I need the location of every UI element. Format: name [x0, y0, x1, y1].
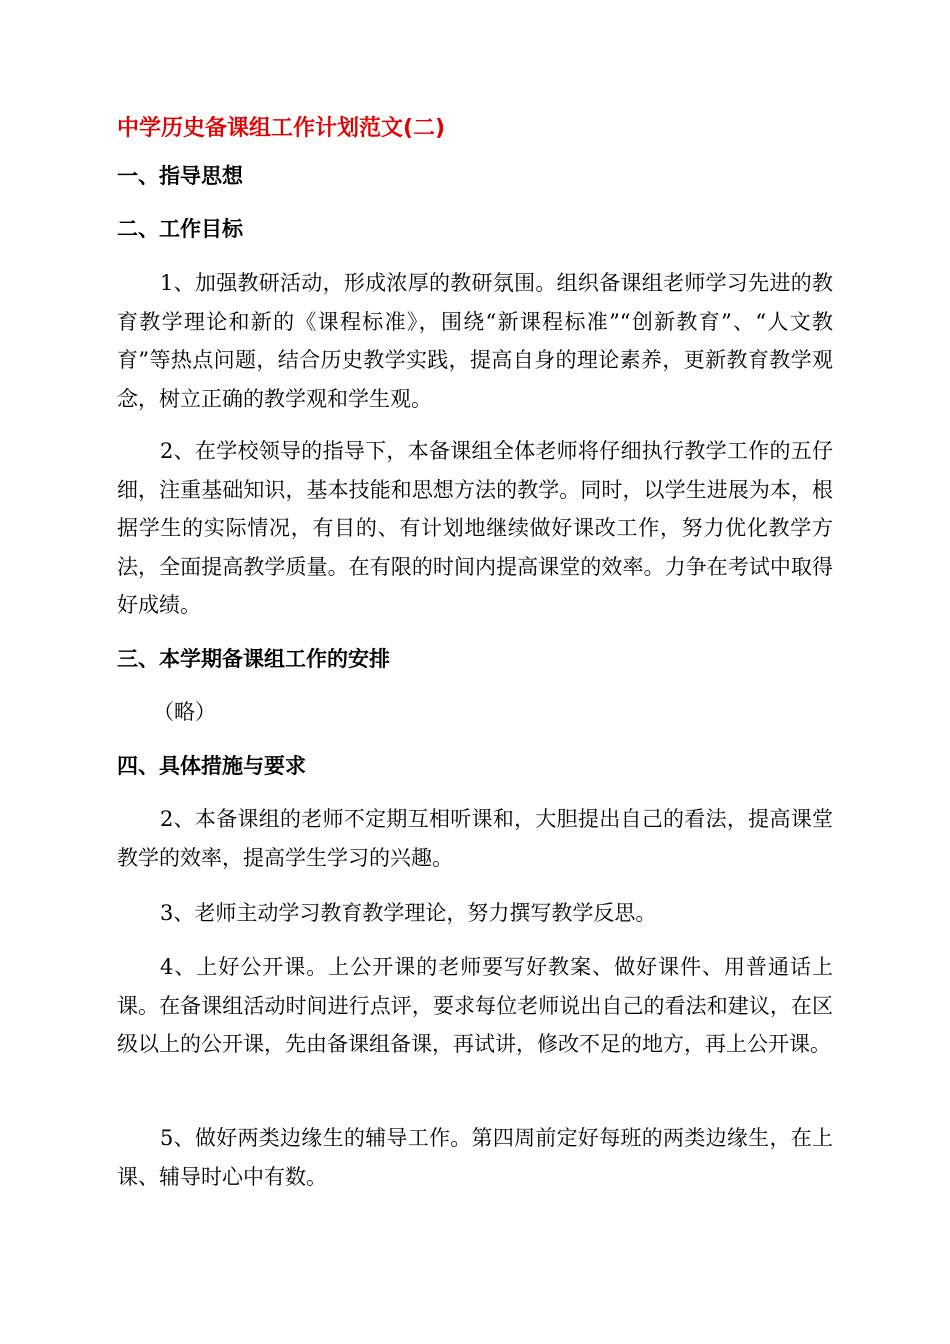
paragraph-measure-5: 5、做好两类边缘生的辅导工作。第四周前定好每班的两类边缘生，在上课、辅导时心中有数。: [117, 1126, 833, 1189]
paragraph-measure-4: 4、上好公开课。上公开课的老师要写好教案、做好课件、用普通话上课。在备课组活动时间进行点评，要求每位老师说出自己的看法和建议，在区级以上的公开课，先由备课组备课，再试讲，修改不足的地方，再上公开课。: [117, 955, 833, 1056]
section-heading-work-goals: 二、工作目标: [117, 217, 243, 241]
paragraph-goal-2: 2、在学校领导的指导下，本备课组全体老师将仔细执行教学工作的五仔细，注重基础知识，基本技能和思想方法的教学。同时，以学生进展为本，根据学生的实际情况，有目的、有计划地继续做好课改工作，努力优化教学方法，全面提高教学质量。在有限的时间内提高课堂的效率。力争在考试中取得好成绩。: [117, 439, 833, 617]
paragraph-measure-3: 3、老师主动学习教育教学理论，努力撰写教学反思。: [160, 901, 657, 925]
paragraph-measure-2: 2、本备课组的老师不定期互相听课和，大胆提出自己的看法，提高课堂教学的效率，提高学生学习的兴趣。: [117, 807, 833, 870]
document-title: 中学历史备课组工作计划范文(二): [117, 116, 446, 141]
section-heading-guiding-ideology: 一、指导思想: [117, 164, 243, 188]
paragraph-goal-1: 1、加强教研活动，形成浓厚的教研氛围。组织备课组老师学习先进的教育教学理论和新的《课程标准》，围绕“新课程标准”“创新教育”、“人文教育”等热点问题，结合历史教学实践，提高自身的理论素养，更新教育教学观念，树立正确的教学观和学生观。: [117, 271, 833, 411]
section-heading-semester-arrangement: 三、本学期备课组工作的安排: [117, 647, 390, 671]
paragraph-arrangement-omitted: （略）: [153, 700, 216, 724]
section-heading-measures: 四、具体措施与要求: [117, 754, 306, 778]
